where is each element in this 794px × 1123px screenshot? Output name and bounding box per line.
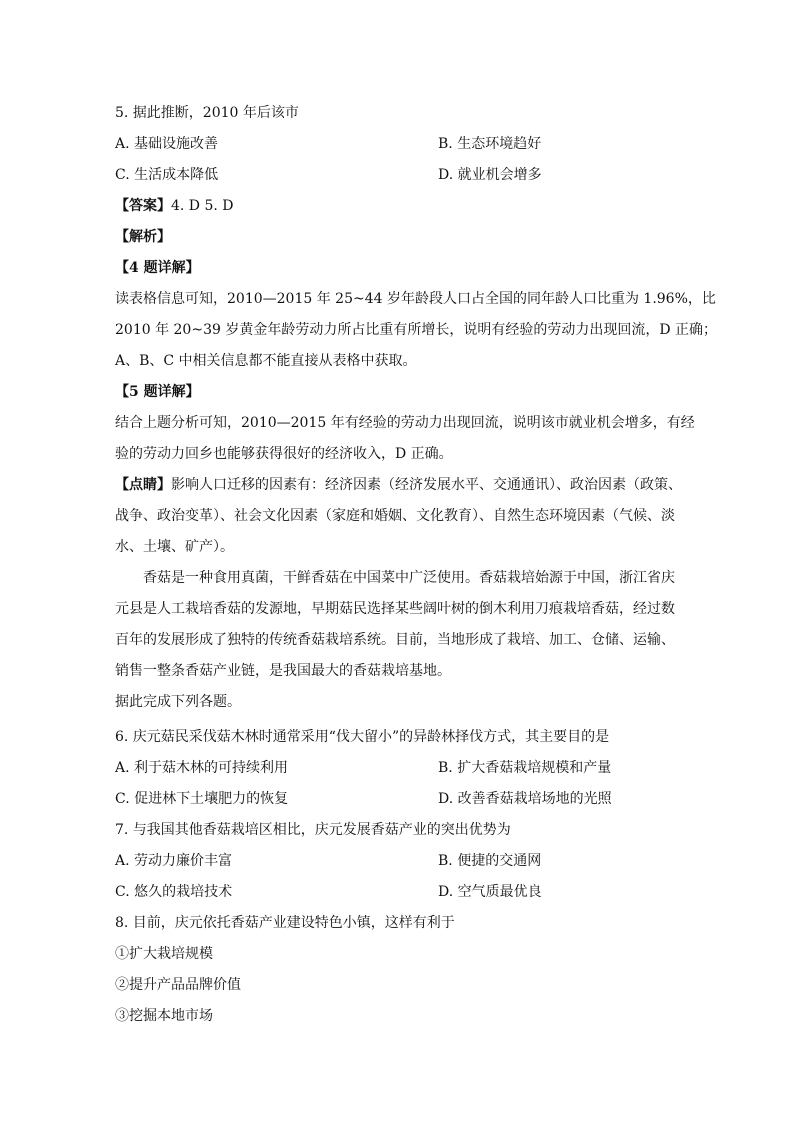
q5-option-c: C. 生活成本降低 <box>115 167 219 183</box>
q8-item-1: ①扩大栽培规模 <box>115 946 213 962</box>
q7-option-a: A. 劳动力廉价丰富 <box>115 853 233 869</box>
passage-line-1: 香菇是一种食用真菌，干鲜香菇在中国菜中广泛使用。香菇栽培始源于中国，浙江省庆 <box>143 570 675 586</box>
q8-item-3: ③挖掘本地市场 <box>115 1008 213 1024</box>
answer-text: 4. D 5. D <box>171 198 234 214</box>
q6-option-d: D. 改善香菇栽培场地的光照 <box>438 791 612 807</box>
tip-text-1: 影响人口迁移的因素有：经济因素（经济发展水平、交通通讯）、政治因素（政策、 <box>171 477 682 493</box>
q6-option-a: A. 利于菇木林的可持续利用 <box>115 760 289 776</box>
q6-option-c: C. 促进林下土壤肥力的恢复 <box>115 791 289 807</box>
q7-stem: 7. 与我国其他香菇栽培区相比，庆元发展香菇产业的突出优势为 <box>115 822 511 838</box>
q8-item-2: ②提升产品品牌价值 <box>115 977 241 993</box>
passage-line-3: 百年的发展形成了独特的传统香菇栽培系统。目前，当地形成了栽培、加工、仓储、运输、 <box>115 632 675 648</box>
q6-stem: 6. 庆元菇民采伐菇木林时通常采用“伐大留小”的异龄林择伐方式，其主要目的是 <box>115 729 610 745</box>
q7-option-b: B. 便捷的交通网 <box>438 853 542 869</box>
q5-option-d: D. 就业机会增多 <box>438 167 542 183</box>
passage-line-4: 销售一整条香菇产业链，是我国最大的香菇栽培基地。 <box>115 663 451 679</box>
tip-line-1 <box>115 475 685 495</box>
answer-line <box>115 196 685 216</box>
tip-line-2: 战争、政治变革）、社会文化因素（家庭和婚姻、文化教育）、自然生态环境因素（气候、淡 <box>115 508 675 524</box>
passage-line-2: 元县是人工栽培香菇的发源地，早期菇民选择某些阔叶树的倒木利用刀痕栽培香菇，经过数 <box>115 601 675 617</box>
q5-detail-line-1: 结合上题分析可知，2010—2015 年有经验的劳动力出现回流，说明该市就业机会增多，有经 <box>115 415 695 431</box>
q5-option-b: B. 生态环境趋好 <box>438 136 542 152</box>
q8-stem: 8. 目前，庆元依托香菇产业建设特色小镇，这样有利于 <box>115 915 455 931</box>
q4-detail-line-1: 读表格信息可知，2010—2015 年 25~44 岁年龄段人口占全国的同年龄人口比重为 1.96%，比 <box>115 291 716 307</box>
q5-stem: 5. 据此推断，2010 年后该市 <box>115 105 299 121</box>
q5-option-a: A. 基础设施改善 <box>115 136 219 152</box>
q7-option-c: C. 悠久的栽培技术 <box>115 884 233 900</box>
q4-detail-label: 【4 题详解】 <box>115 260 200 276</box>
q4-detail-line-3: A、B、C 中相关信息都不能直接从表格中获取。 <box>115 353 417 369</box>
q7-option-d: D. 空气质最优良 <box>438 884 542 900</box>
answer-label: 【答案】 <box>115 198 171 214</box>
tip-label: 【点睛】 <box>115 477 171 493</box>
q4-detail-line-2: 2010 年 20~39 岁黄金年龄劳动力所占比重有所增长，说明有经验的劳动力出现回流，D 正确； <box>115 322 718 338</box>
q6-option-b: B. 扩大香菇栽培规模和产量 <box>438 760 612 776</box>
q5-detail-line-2: 验的劳动力回乡也能够获得很好的经济收入，D 正确。 <box>115 446 453 462</box>
q5-detail-label: 【5 题详解】 <box>115 384 200 400</box>
tip-line-3: 水、土壤、矿产）。 <box>115 539 234 555</box>
passage-instruction: 据此完成下列各题。 <box>115 694 241 710</box>
analysis-label: 【解析】 <box>115 229 171 245</box>
